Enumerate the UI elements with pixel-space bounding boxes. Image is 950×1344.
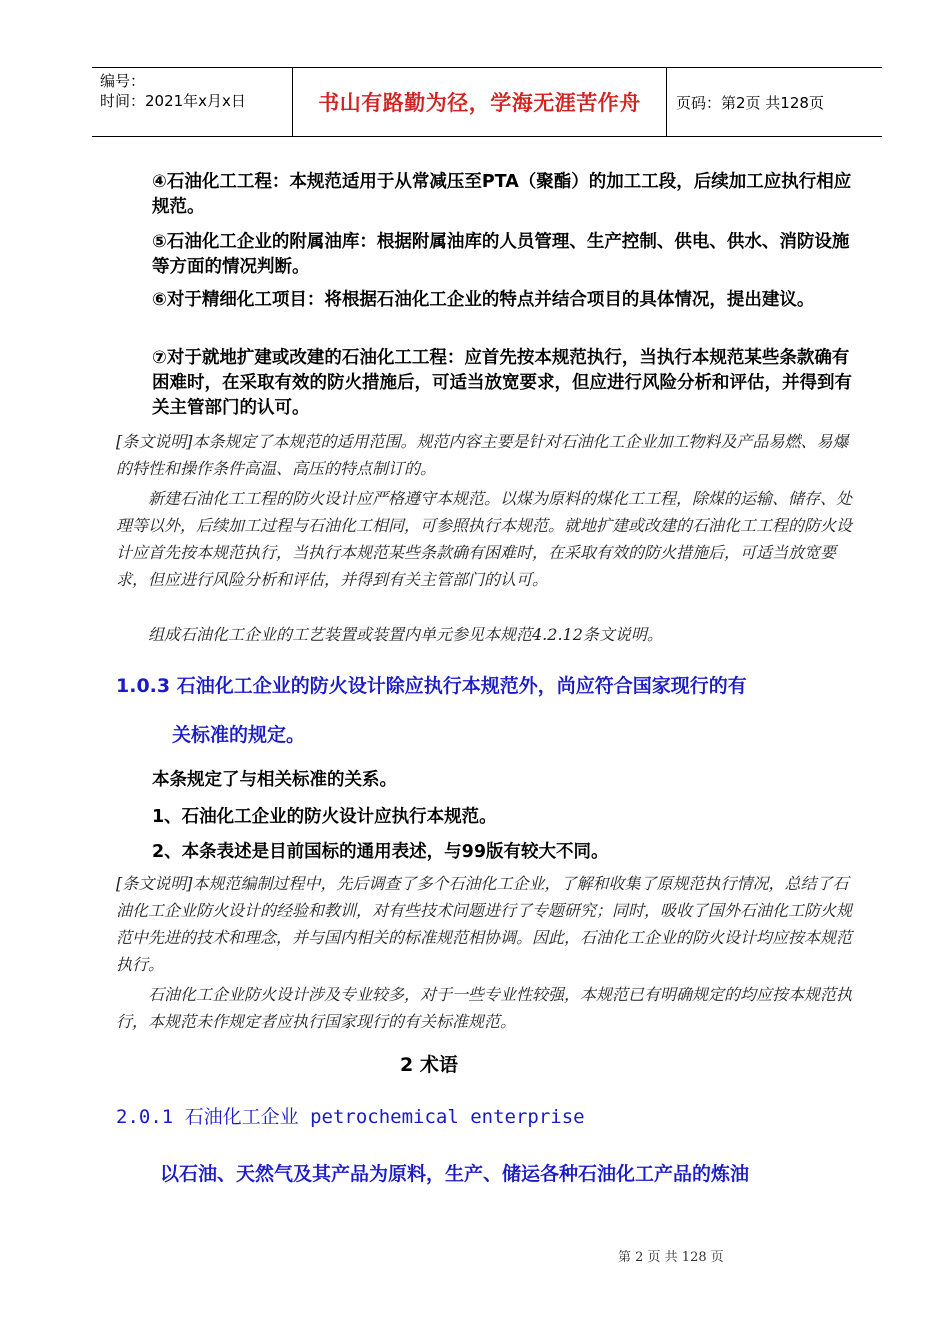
clause-note-1 — [152, 768, 862, 793]
clause-note-1-text: 本条规定了与相关标准的关系。 — [152, 770, 397, 790]
header-motto: 书山有路勤为径，学海无涯苦作舟 — [318, 91, 641, 115]
clause-note-2 — [152, 805, 862, 830]
section-heading-terms: 2 术语 — [400, 1054, 458, 1076]
explanation-2-paragraph-2: 石油化工企业防火设计涉及专业较多，对于一些专业性较强，本规范已有明确规定的均应按本规范执行，本规范未作规定者应执行国家现行的有关标准规范。 — [116, 985, 853, 1031]
explanation-1-paragraph-3: 组成石油化工企业的工艺装置或装置内单元参见本规范4.2.12条文说明。 — [148, 625, 663, 644]
term-2-0-1-heading: 2.0.1 石油化工企业 petrochemical enterprise — [116, 1106, 585, 1128]
term-2-0-1-definition: 以石油、天然气及其产品为原料，生产、储运各种石油化工产品的炼油 — [160, 1163, 750, 1185]
item-4-text: ④石油化工工程：本规范适用于从常减压至PTA（聚酯）的加工工段，后续加工应执行相应规范。 — [152, 172, 852, 217]
explanation-1-paragraph-2: 新建石油化工工程的防火设计应严格遵守本规范。以煤为原料的煤化工工程，除煤的运输、储存、处理等以外，后续加工过程与石油化工相同，可参照执行本规范。就地扩建或改建的石油化工工程的防火设计应首先按本规范执行，当执行本规范某些条款确有困难时，在采取有效的防火措施后，可适当放宽要求，但应进行风险分析和评估，并得到有关主管部门的认可。 — [116, 489, 853, 589]
item-6 — [152, 288, 862, 313]
header-page-info: 页码：第2页 共128页 — [676, 93, 824, 112]
clause-note-3 — [152, 840, 862, 865]
item-7 — [152, 346, 862, 421]
page-footer: 第 2 页 共 128 页 — [618, 1250, 724, 1265]
item-7-text: ⑦对于就地扩建或改建的石油化工工程：应首先按本规范执行，当执行本规范某些条款确有困难时，在采取有效的防火措施后，可适当放宽要求，但应进行风险分析和评估，并得到有关主管部门的认可。 — [152, 348, 852, 418]
header-meta-cell — [92, 68, 292, 136]
page-header — [92, 67, 882, 137]
header-motto-cell — [292, 68, 667, 136]
item-5 — [152, 230, 862, 280]
explanation-1-paragraph-1: [条文说明]本条规定了本规范的适用范围。规范内容主要是针对石油化工企业加工物料及产品易燃、易爆的特性和操作条件高温、高压的特点制订的。 — [116, 432, 849, 478]
item-5-text: ⑤石油化工企业的附属油库：根据附属油库的人员管理、生产控制、供电、供水、消防设施等方面的情况判断。 — [152, 232, 850, 277]
item-6-text: ⑥对于精细化工项目：将根据石油化工企业的特点并结合项目的具体情况，提出建议。 — [152, 290, 815, 310]
clause-1-0-3-line-2: 关标准的规定。 — [172, 724, 306, 746]
clause-1-0-3-line-1: 1.0.3 石油化工企业的防火设计除应执行本规范外，尚应符合国家现行的有 — [116, 675, 747, 697]
explanation-2-paragraph-1: [条文说明]本规范编制过程中，先后调查了多个石油化工企业，了解和收集了原规范执行情况，总结了石油化工企业防火设计的经验和教训，对有些技术问题进行了专题研究；同时，吸收了国外石油化工防火规范中先进的技术和理念，并与国内相关的标准规范相协调。因此，石油化工企业的防火设计均应按本规范执行。 — [116, 874, 853, 974]
clause-note-2-text: 1、石油化工企业的防火设计应执行本规范。 — [152, 807, 497, 827]
clause-note-3-text: 2、本条表述是目前国标的通用表述，与99版有较大不同。 — [152, 842, 609, 862]
document-number-label: 编号： — [100, 72, 146, 90]
document-time-label: 时间：2021年x月x日 — [100, 92, 246, 110]
header-page-cell — [666, 68, 882, 136]
item-4 — [152, 170, 862, 220]
